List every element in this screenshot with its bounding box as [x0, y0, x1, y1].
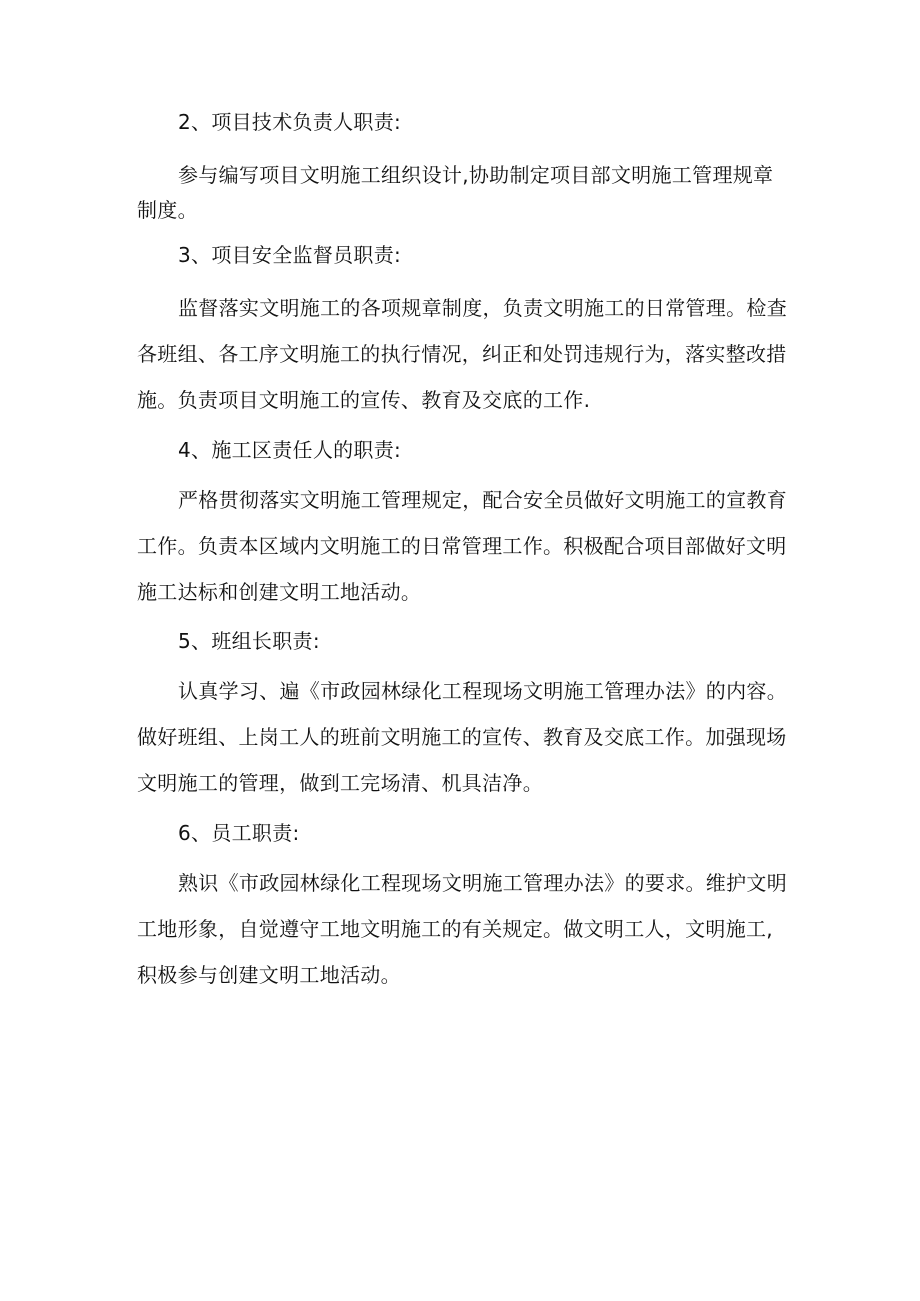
section-4-paragraph-line-3: 施工达标和创建文明工地活动。	[137, 580, 422, 604]
section-3-paragraph-line-1: 监督落实文明施工的各项规章制度，负责文明施工的日常管理。检查	[178, 296, 787, 320]
section-6-paragraph-line-1: 熟识《市政园林绿化工程现场文明施工管理办法》的要求。维护文明	[178, 871, 787, 895]
section-heading-5: 5、班组长职责:	[178, 629, 320, 653]
section-5-paragraph-line-3: 文明施工的管理，做到工完场清、机具洁净。	[137, 771, 543, 795]
section-4-paragraph-line-2: 工作。负责本区域内文明施工的日常管理工作。积极配合项目部做好文明	[137, 534, 787, 558]
section-heading-4: 4、施工区责任人的职责:	[178, 438, 402, 462]
section-6-paragraph-line-3: 积极参与创建文明工地活动。	[137, 963, 401, 987]
section-6-paragraph-line-2: 工地形象，自觉遵守工地文明施工的有关规定。做文明工人，文明施工,	[137, 917, 773, 941]
section-heading-6: 6、员工职责:	[178, 821, 300, 845]
section-heading-3: 3、项目安全监督员职责:	[178, 243, 402, 267]
section-3-paragraph-line-2: 各班组、各工序文明施工的执行情况，纠正和处罚违规行为，落实整改措	[137, 342, 787, 366]
section-2-paragraph-line-1: 参与编写项目文明施工组织设计,协助制定项目部文明施工管理规章	[178, 163, 774, 187]
section-3-paragraph-line-3: 施。负责项目文明施工的宣传、教育及交底的工作.	[137, 388, 591, 412]
section-heading-2: 2、项目技术负责人职责:	[178, 110, 402, 134]
section-5-paragraph-line-1: 认真学习、遍《市政园林绿化工程现场文明施工管理办法》的内容。	[178, 679, 787, 703]
section-4-paragraph-line-1: 严格贯彻落实文明施工管理规定，配合安全员做好文明施工的宣教育	[178, 488, 787, 512]
section-2-paragraph-line-2: 制度。	[137, 198, 198, 222]
section-5-paragraph-line-2: 做好班组、上岗工人的班前文明施工的宣传、教育及交底工作。加强现场	[137, 725, 787, 749]
